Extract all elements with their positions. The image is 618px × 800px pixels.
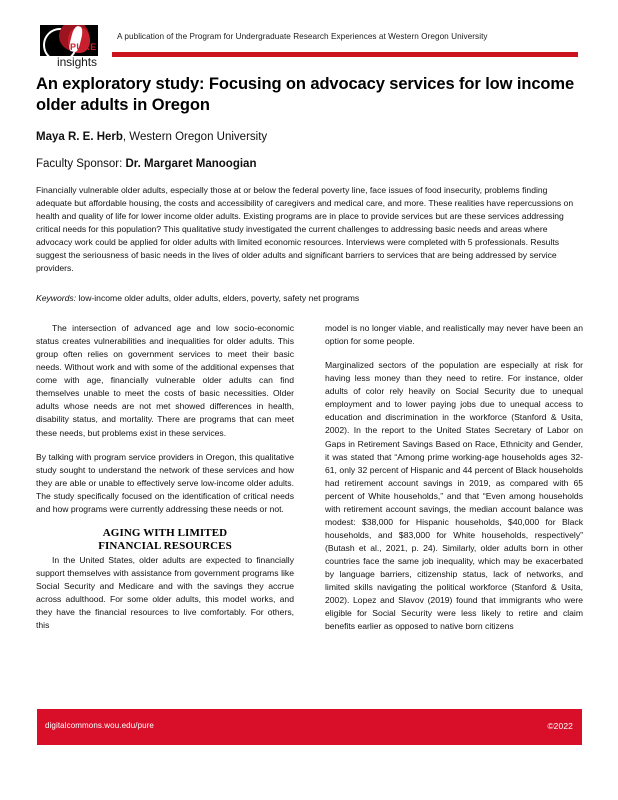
keywords-label: Keywords:: [36, 293, 77, 303]
logo-insights-text: insights: [57, 55, 97, 69]
left-paragraph-1: The intersection of advanced age and low socio-economic status creates vulnerabilities and inequalities for older adults. This group often relies on government services to meet their basic needs. Without work and with some of the additional expenses that come with age, financially vulnerable older adults can find themselves unable to meet the costs of basic necessities. Older adults whose needs are not met showed differences in health, disability status, and mortality. There are programs that can meet these needs, but problems exist in these services.: [36, 323, 294, 438]
right-paragraph-1: model is no longer viable, and realistically may never have been an option for some people.: [325, 323, 583, 347]
page-footer: [37, 709, 582, 745]
section-heading-line-2: FINANCIAL RESOURCES: [98, 539, 232, 552]
left-paragraph-2: By talking with program service providers in Oregon, this qualitative study sought to understand the network of these services and how they are able or unable to effectively serve low-income older adults. The study specifically focused on the identification of critical needs and how programs were currently addressing these needs or not.: [36, 451, 294, 514]
section-heading-line-1: AGING WITH LIMITED: [102, 526, 228, 539]
faculty-sponsor-name: Dr. Margaret Manoogian: [125, 158, 257, 170]
left-paragraph-3: In the United States, older adults are expected to financially support themselves with assistance from government programs like Social Security and Medicare and with the savings they accrue across adulthood. For some older adults, this model works, and they have the financial resources to live comfortably. For others, this: [36, 554, 294, 631]
author-affiliation: , Western Oregon University: [122, 131, 268, 143]
logo-pure-text: PURE: [70, 42, 97, 52]
faculty-sponsor-line: [36, 157, 581, 172]
page-header: [0, 0, 618, 70]
abstract-text: Financially vulnerable older adults, especially those at or below the federal poverty line, face issues of food insecurity, problems finding adequate but affordable housing, the costs and accessibility of caregivers and medical care, and more. These realities have repercussions on health and quality of life for lower income older adults. Existing programs are in place to provide services but are these services addressing critical needs for this population? This qualitative study investigated the current challenges to addressing basic needs and areas where advocacy work could be applied for older adults with limited economic resources. Interviews were completed with 5 professionals. Results suggest the seriousness of basic needs in the lives of older adults and significant barriers to services that are being addressed by service providers.: [36, 185, 574, 274]
section-heading: [36, 527, 294, 553]
footer-url[interactable]: digitalcommons.wou.edu/pure: [45, 721, 154, 730]
header-tagline: A publication of the Program for Undergraduate Research Experiences at Western Oregon University: [117, 32, 488, 41]
keywords-value: low-income older adults, older adults, elders, poverty, safety net programs: [76, 293, 360, 303]
right-column: [325, 322, 583, 633]
header-red-rule: [112, 52, 578, 57]
author-line: [36, 130, 581, 145]
faculty-sponsor-label: Faculty Sponsor:: [36, 158, 126, 170]
author-name: Maya R. E. Herb: [36, 131, 123, 143]
keywords-line: [36, 292, 583, 305]
footer-copyright: ©2022: [547, 721, 573, 731]
pure-insights-logo: [40, 25, 112, 69]
page-title: An exploratory study: Focusing on advocacy services for low income older adults in Oregon: [36, 75, 575, 115]
left-column: [36, 322, 294, 632]
body-columns: [36, 322, 583, 702]
right-paragraph-2: Marginalized sectors of the population are especially at risk for having less money than they need to retire. For instance, older adults of color rely heavily on Social Security due to unequal employment and to lower paying jobs due to unequal access to education and discrimination in the workforce (Stanford & Usita, 2002). In the report to the United States Secretary of Labor on Gaps in Retirement Savings Based on Race, Ethnicity and Gender, it was stated that “Among prime working-age households ages 32-61, only 32 percent of Hispanic and 44 percent of Black households had retirement account savings in 2019, as compared with 65 percent of White households,” and that “Even among households with retirement account savings, the median account balance was modest: $38,000 for Hispanic households, $40,000 for Black households, and $83,000 for White households, respectively” (Butash et al., 2021, p. 24). Similarly, older adults born in other countries face the same job inequality, which may be exacerbated by language barriers, citizenship status, lack of networks, and limited skills navigating the political workforce (Stanford & Usita, 2002). Lopez and Slavov (2019) found that immigrants who were eligible for Social Security were less likely to retire and claim benefits earlier as opposed to native born citizens: [325, 360, 583, 632]
